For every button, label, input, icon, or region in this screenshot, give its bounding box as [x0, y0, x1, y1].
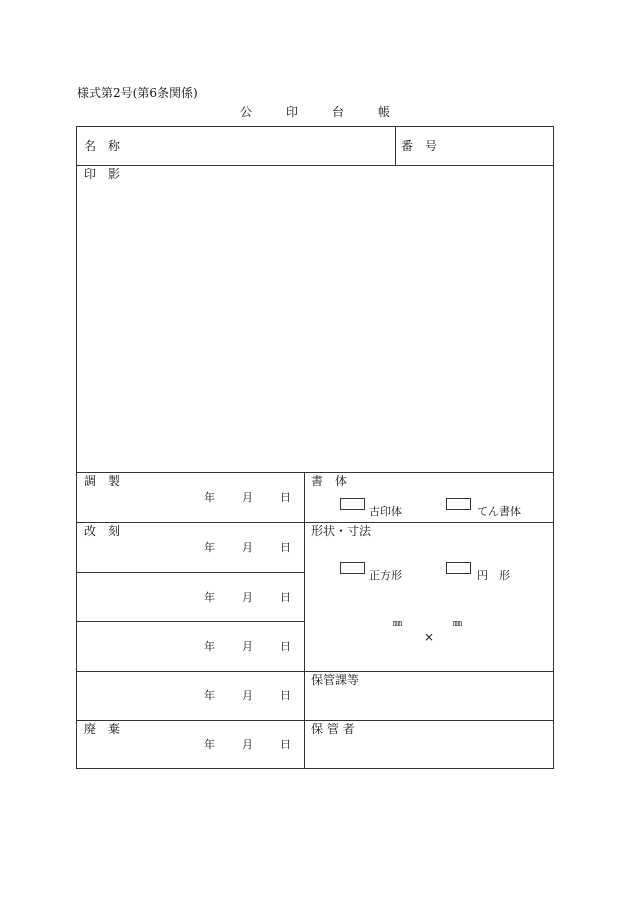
title-char: 帳 — [377, 105, 390, 119]
unit-mm-right: ㎜ — [453, 619, 463, 629]
shape-option-square: 正方形 — [369, 569, 402, 582]
form-number: 様式第2号(第6条関係) — [77, 86, 198, 100]
unit-mm-left: ㎜ — [393, 619, 403, 629]
year-label: 年 — [204, 689, 215, 702]
row-divider — [77, 621, 304, 622]
name-label: 名 称 — [84, 139, 121, 153]
recarving-date-3 — [204, 641, 318, 653]
day-label: 日 — [280, 738, 291, 751]
column-divider — [304, 472, 305, 768]
month-label: 月 — [242, 689, 253, 702]
row-divider — [77, 472, 553, 473]
custodian-section-date — [204, 690, 318, 702]
day-label: 日 — [280, 640, 291, 653]
row-divider — [77, 671, 553, 672]
typeface-label: 書 体 — [311, 474, 348, 488]
typeface-checkbox-tensho[interactable] — [446, 498, 471, 510]
year-label: 年 — [204, 541, 215, 554]
times-sign: × — [424, 630, 435, 644]
month-label: 月 — [242, 640, 253, 653]
title-char: 印 — [285, 105, 298, 119]
custodian-section-label: 保管課等 — [311, 673, 360, 687]
document-title — [240, 103, 390, 120]
recarving-date-2 — [204, 592, 318, 604]
month-label: 月 — [242, 591, 253, 604]
year-label: 年 — [204, 591, 215, 604]
disposal-label: 廃 棄 — [84, 722, 121, 736]
ledger-table — [76, 126, 554, 769]
row-divider — [77, 720, 553, 721]
shape-size-label: 形状・寸法 — [311, 524, 372, 538]
number-label: 番 号 — [401, 139, 438, 153]
disposal-date — [204, 739, 318, 751]
shape-checkbox-square[interactable] — [340, 562, 365, 574]
year-label: 年 — [204, 640, 215, 653]
typeface-checkbox-koin[interactable] — [340, 498, 365, 510]
day-label: 日 — [280, 591, 291, 604]
month-label: 月 — [242, 541, 253, 554]
year-label: 年 — [204, 491, 215, 504]
shape-option-circle: 円 形 — [477, 569, 510, 582]
custodian-label: 保 管 者 — [311, 722, 355, 736]
column-divider — [395, 127, 396, 165]
recarving-date-1 — [204, 542, 318, 554]
row-divider — [77, 165, 553, 166]
recarving-label: 改 刻 — [84, 524, 121, 538]
row-divider — [77, 522, 553, 523]
row-divider — [77, 572, 304, 573]
day-label: 日 — [280, 491, 291, 504]
manufacture-label: 調 製 — [84, 474, 121, 488]
title-char: 公 — [240, 105, 253, 119]
day-label: 日 — [280, 689, 291, 702]
impression-label: 印 影 — [84, 167, 121, 181]
typeface-option-tensho: てん書体 — [477, 505, 521, 518]
month-label: 月 — [242, 738, 253, 751]
title-char: 台 — [331, 105, 344, 119]
manufacture-date — [204, 492, 318, 504]
month-label: 月 — [242, 491, 253, 504]
day-label: 日 — [280, 541, 291, 554]
shape-checkbox-circle[interactable] — [446, 562, 471, 574]
year-label: 年 — [204, 738, 215, 751]
typeface-option-koin: 古印体 — [369, 505, 402, 518]
